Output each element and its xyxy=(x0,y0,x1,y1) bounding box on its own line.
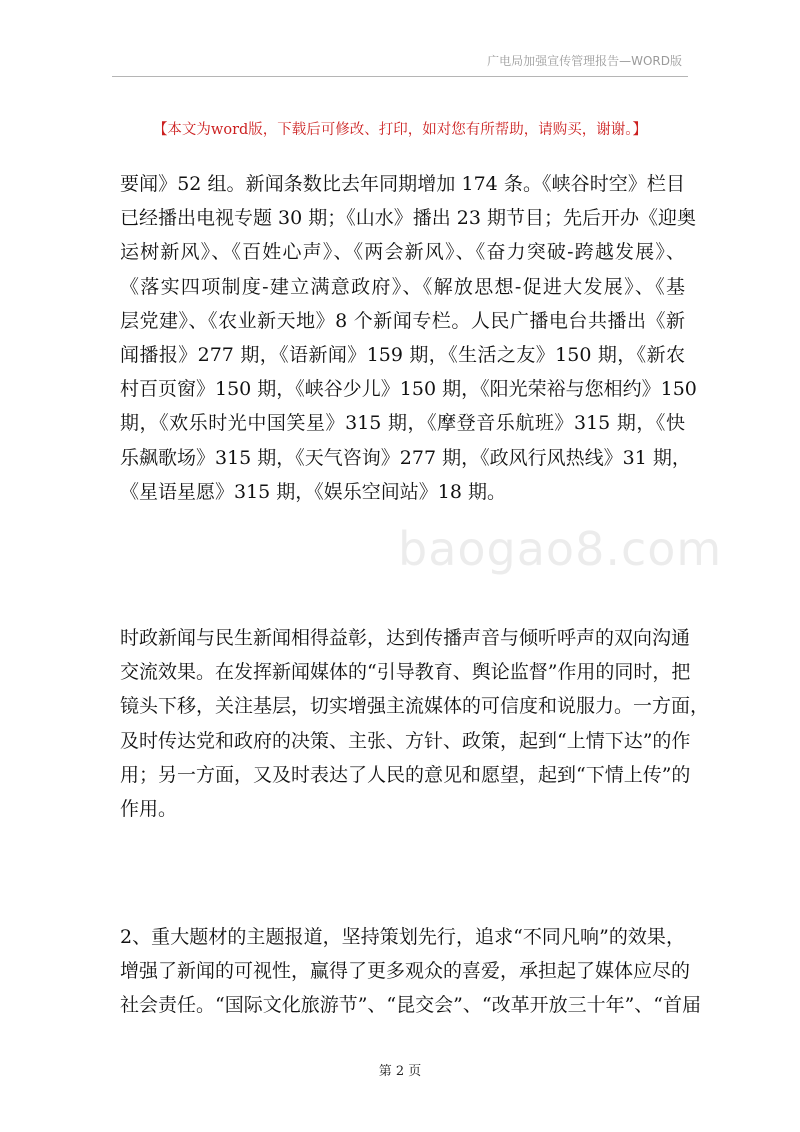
paragraph-line: 《星语星愿》315 期，《娱乐空间站》18 期。 xyxy=(120,480,507,503)
paragraph-line: 增强了新闻的可视性，赢得了更多观众的喜爱，承担起了媒体应尽的 xyxy=(120,960,691,983)
paragraph-line: 社会责任。“国际文化旅游节”、“昆交会”、“改革开放三十年”、“首届 xyxy=(120,994,701,1017)
download-notice: 【本文为word版，下载后可修改、打印，如对您有所帮助，请购买，谢谢。】 xyxy=(152,122,648,138)
paragraph-line: 时政新闻与民生新闻相得益彰，达到传播声音与倾听呼声的双向沟通 xyxy=(120,627,691,649)
paragraph-line: 层党建》、《农业新天地》8 个新闻专栏。人民广播电台共播出《新 xyxy=(120,309,685,332)
paragraph-line: 2、重大题材的主题报道，坚持策划先行，追求“不同凡响”的效果， xyxy=(120,926,685,948)
paragraph-line: 期，《欢乐时光中国笑星》315 期，《摩登音乐航班》315 期，《快 xyxy=(120,412,685,435)
paragraph-line: 运树新风》、《百姓心声》、《两会新风》、《奋力突破-跨越发展》、 xyxy=(120,241,685,264)
paragraph-line: 村百页窗》150 期，《峡谷少儿》150 期，《阳光荣裕与您相约》150 xyxy=(120,378,697,401)
paragraph-line: 作用。 xyxy=(120,798,178,821)
header-divider xyxy=(112,76,688,77)
paragraph-3 xyxy=(120,920,701,1023)
paragraph-line: 及时传达党和政府的决策、主张、方针、政策，起到“上情下达”的作 xyxy=(120,729,691,752)
paragraph-line: 交流效果。在发挥新闻媒体的“引导教育、舆论监督”作用的同时，把 xyxy=(120,661,691,684)
paragraph-line: 《落实四项制度-建立满意政府》、《解放思想-促进大发展》、《基 xyxy=(120,275,685,298)
paragraph-line: 已经播出电视专题 30 期；《山水》播出 23 期节目；先后开办《迎奥 xyxy=(120,207,697,230)
paragraph-line: 闻播报》277 期，《语新闻》159 期，《生活之友》150 期，《新农 xyxy=(120,344,685,367)
page-number: 第 2 页 xyxy=(378,1064,422,1079)
watermark: baogao8.com xyxy=(398,522,723,576)
paragraph-line: 镜头下移，关注基层，切实增强主流媒体的可信度和说服力。一方面， xyxy=(120,695,710,718)
paragraph-line: 乐飙歌场》315 期，《天气咨询》277 期，《政风行风热线》31 期， xyxy=(120,446,691,469)
paragraph-1 xyxy=(120,167,697,509)
paragraph-line: 用；另一方面，又及时表达了人民的意见和愿望，起到“下情上传”的 xyxy=(120,763,691,786)
paragraph-line: 要闻》52 组。新闻条数比去年同期增加 174 条。《峡谷时空》栏目 xyxy=(120,173,685,195)
document-header-title: 广电局加强宣传管理报告—WORD版 xyxy=(487,54,682,68)
paragraph-2 xyxy=(120,621,710,826)
